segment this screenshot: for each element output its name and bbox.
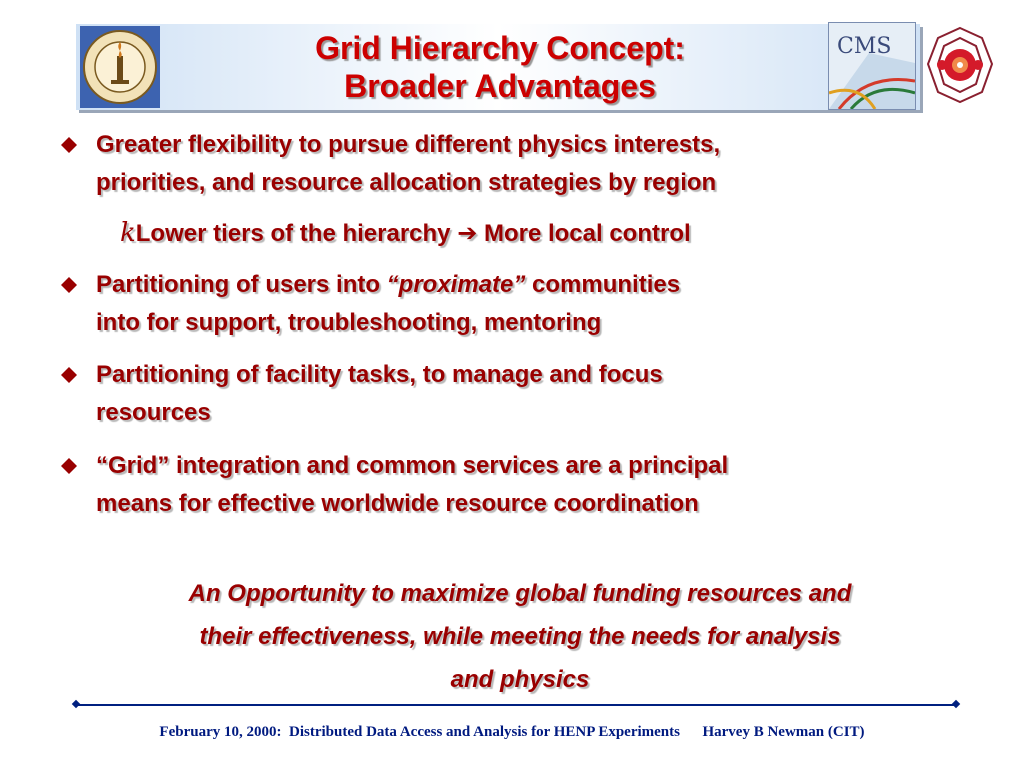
bullet-3-line-1: Partitioning of facility tasks, to manage and focus	[96, 361, 663, 388]
sub-bullet	[120, 214, 920, 253]
sub-bullet-text-post: More local control	[477, 220, 691, 247]
footer-author-text: Harvey B Newman (CIT)	[702, 724, 865, 740]
bullet-1-line-1: Greater flexibility to pursue different physics interests,	[96, 131, 721, 158]
right-arrow-icon: ➔	[457, 220, 478, 247]
title-line-1: Grid Hierarchy Concept:	[315, 30, 685, 66]
bullet-2-text-pre: Partitioning of users into	[96, 271, 387, 298]
diamond-bullet-icon	[60, 276, 78, 294]
bullet-2-text-post: communities	[525, 271, 681, 298]
sub-bullet-text-pre: Lower tiers of the hierarchy	[135, 220, 458, 247]
tagline-line-2: their effectiveness, while meeting the needs for analysis	[199, 623, 841, 650]
bullet-2-text-italic: “proximate”	[386, 271, 526, 298]
footer-divider	[76, 704, 956, 706]
tagline	[60, 572, 980, 701]
bullet-4-line-2: means for effective worldwide resource coordination	[96, 490, 699, 517]
tagline-line-3: and physics	[450, 666, 590, 693]
tagline-line-1: An Opportunity to maximize global funding resources and	[188, 580, 852, 607]
bullet-1-line-2: priorities, and resource allocation strategies by region	[96, 169, 717, 196]
cms-logo-text: CMS	[837, 34, 892, 59]
title-line-2: Broader Advantages	[344, 68, 656, 104]
k-bullet-icon: k	[120, 218, 136, 248]
diamond-bullet-icon	[60, 366, 78, 384]
footer-left-text: February 10, 2000: Distributed Data Access and Analysis for HENP Experiments	[159, 724, 680, 740]
bullet-2-line-1	[96, 266, 956, 304]
footer	[0, 724, 1024, 741]
bullet-2-line-2: into for support, troubleshooting, mentoring	[96, 309, 602, 336]
diamond-bullet-icon	[60, 136, 78, 154]
diamond-bullet-icon	[60, 457, 78, 475]
bullet-4-line-1: “Grid” integration and common services are a principal	[96, 452, 729, 479]
bullet-3-line-2: resources	[96, 399, 211, 426]
